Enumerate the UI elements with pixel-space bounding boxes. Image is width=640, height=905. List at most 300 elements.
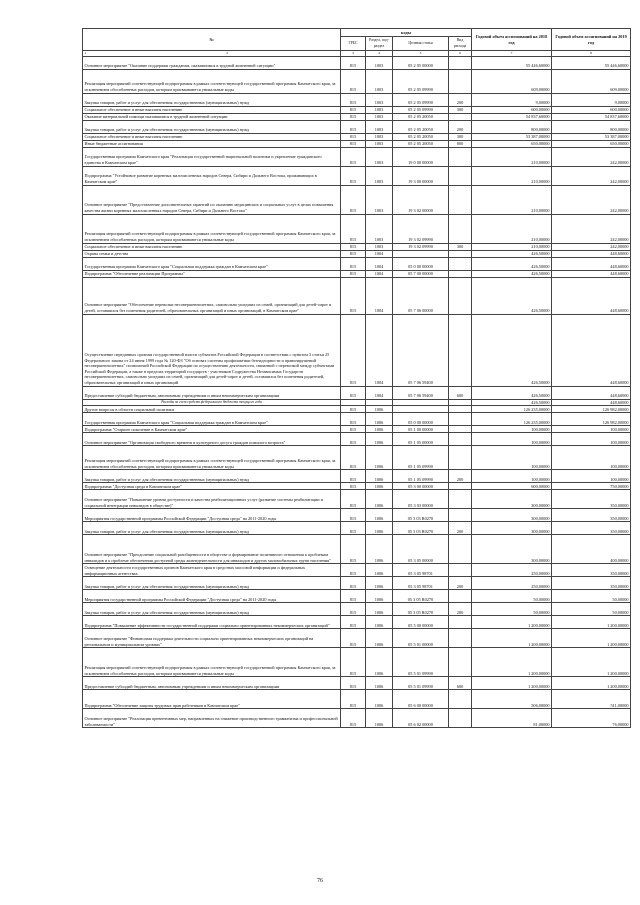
- table-row: [83, 314, 631, 386]
- table-row: [83, 243, 631, 250]
- table-row: [83, 426, 631, 433]
- row-csr: 05 7 06 59400: [393, 386, 449, 399]
- row-amount-2018: 300,00000: [472, 490, 552, 509]
- row-vr: [449, 709, 472, 728]
- row-vr: 800: [449, 140, 472, 147]
- row-razdel: 1006: [366, 590, 393, 603]
- row-grbs: 815: [341, 314, 366, 386]
- table-row: [83, 446, 631, 470]
- row-amount-2019: 448,60000: [552, 270, 631, 277]
- row-amount-2019: 448,60000: [552, 257, 631, 270]
- row-razdel: 1006: [366, 577, 393, 590]
- row-name: Основное мероприятие "Обеспечение перевозки несовершеннолетних, самовольно ушедших из семей, организаций для детей-сирот и детей, оставшихся без попечения родителей, образовательных организаций и иных организаций, в Камчатском крае": [83, 277, 341, 314]
- row-vr: [449, 535, 472, 564]
- row-razdel: 1003: [366, 166, 393, 185]
- row-grbs: 815: [341, 113, 366, 120]
- header-number: №: [83, 29, 341, 51]
- row-csr: 05 2 05 20050: [393, 113, 449, 120]
- row-amount-2019: 242,00000: [552, 243, 631, 250]
- row-grbs: 815: [341, 106, 366, 113]
- row-amount-2018: 426,50000: [472, 386, 552, 399]
- row-grbs: 815: [341, 386, 366, 399]
- row-csr: 19 0 00 00000: [393, 147, 449, 166]
- table-row: [83, 257, 631, 270]
- row-grbs: 815: [341, 470, 366, 483]
- row-name: Подпрограмма "Обеспечение реализации Программы": [83, 270, 341, 277]
- table-row: [83, 56, 631, 69]
- row-vr: [449, 113, 472, 120]
- table-row: [83, 113, 631, 120]
- row-razdel: 1006: [366, 522, 393, 535]
- row-grbs: 815: [341, 214, 366, 243]
- row-amount-2018: 210,00000: [472, 185, 552, 214]
- row-name: Расходы за счет средств федерального бюджета текущего года: [83, 399, 341, 406]
- row-razdel: 1004: [366, 270, 393, 277]
- page-number: 76: [317, 878, 323, 884]
- row-razdel: 1003: [366, 69, 393, 93]
- row-grbs: 815: [341, 590, 366, 603]
- row-name: Основное мероприятие "Преодоление социальной разобщенности в обществе и формирование позитивного отношения к проблемам инвалидов и к проблеме обеспечения доступной среды жизнедеятельности для инвалидов и других маломобильных групп населения": [83, 535, 341, 564]
- row-csr: 05 6 00 00000: [393, 690, 449, 709]
- header-csr: Целевая статья: [393, 37, 449, 51]
- row-amount-2018: 9,00000: [472, 93, 552, 106]
- row-name: Государственная программа Камчатского края "Социальная поддержка граждан в Камчатском крае": [83, 413, 341, 426]
- row-grbs: 815: [341, 483, 366, 490]
- row-name: Другие вопросы в области социальной политики: [83, 406, 341, 413]
- table-row: [83, 406, 631, 413]
- index-cell: 3: [341, 51, 366, 57]
- budget-table: [82, 28, 631, 728]
- row-csr: [393, 399, 449, 406]
- row-vr: [449, 490, 472, 509]
- row-vr: 600: [449, 677, 472, 690]
- row-vr: [449, 413, 472, 426]
- row-amount-2018: 126 235,00000: [472, 406, 552, 413]
- row-csr: 05 5 01 09990: [393, 677, 449, 690]
- row-amount-2019: 350,00000: [552, 564, 631, 577]
- table-row: [83, 413, 631, 426]
- row-amount-2019: 448,60000: [552, 399, 631, 406]
- row-name: Мероприятия государственной программы Российской Федерации "Доступная среда" на 2011-2020 годы: [83, 590, 341, 603]
- row-csr: 05 2 05 20050: [393, 140, 449, 147]
- row-grbs: 815: [341, 270, 366, 277]
- row-amount-2018: 426,50000: [472, 314, 552, 386]
- row-grbs: 815: [341, 677, 366, 690]
- row-vr: [449, 426, 472, 433]
- row-amount-2019: 750,00000: [552, 483, 631, 490]
- row-amount-2018: 600,00000: [472, 106, 552, 113]
- row-amount-2019: 242,00000: [552, 214, 631, 243]
- row-csr: 05 3 00 00000: [393, 483, 449, 490]
- row-name: Социальное обеспечение и иные выплаты населению: [83, 133, 341, 140]
- row-amount-2019: 242,00000: [552, 185, 631, 214]
- row-razdel: 1003: [366, 214, 393, 243]
- row-csr: 05 3 05 98701: [393, 564, 449, 577]
- row-vr: [449, 509, 472, 522]
- row-razdel: 1006: [366, 446, 393, 470]
- row-amount-2018: 100,00000: [472, 426, 552, 433]
- row-amount-2019: 126 982,00000: [552, 413, 631, 426]
- row-grbs: 815: [341, 166, 366, 185]
- index-cell: 5: [393, 51, 449, 57]
- row-vr: [449, 250, 472, 257]
- row-name: Основное мероприятие "Финансовая поддержка деятельности социально ориентированных некоммерческих организаций на региональном и муниципальном уровнях": [83, 629, 341, 648]
- row-amount-2018: 50,00000: [472, 590, 552, 603]
- table-row: [83, 120, 631, 133]
- index-cell-1: 1: [84, 51, 87, 55]
- row-razdel: 1006: [366, 509, 393, 522]
- row-vr: [449, 590, 472, 603]
- row-grbs: [341, 399, 366, 406]
- row-csr: 19 3 02 09990: [393, 214, 449, 243]
- row-name: Социальное обеспечение и иные выплаты населению: [83, 106, 341, 113]
- row-name: Подпрограмма "Устойчивое развитие коренных малочисленных народов Севера, Сибири и Дальнего Востока, проживающих в Камчатском крае": [83, 166, 341, 185]
- row-csr: 05 2 05 09990: [393, 106, 449, 113]
- row-vr: [449, 314, 472, 386]
- row-amount-2018: 300,00000: [472, 522, 552, 535]
- row-vr: 300: [449, 243, 472, 250]
- row-amount-2018: 426,50000: [472, 257, 552, 270]
- row-amount-2019: 54 837,60000: [552, 113, 631, 120]
- row-grbs: 815: [341, 648, 366, 677]
- table-row: [83, 166, 631, 185]
- row-grbs: 815: [341, 406, 366, 413]
- row-amount-2018: 100,00000: [472, 470, 552, 483]
- row-grbs: 815: [341, 690, 366, 709]
- index-cell: 7: [472, 51, 552, 57]
- row-amount-2019: 76,00000: [552, 709, 631, 728]
- row-amount-2018: 1 200,00000: [472, 629, 552, 648]
- table-row: [83, 590, 631, 603]
- row-grbs: 815: [341, 277, 366, 314]
- table-row: [83, 250, 631, 257]
- row-razdel: 1006: [366, 413, 393, 426]
- row-razdel: 1003: [366, 120, 393, 133]
- row-razdel: 1003: [366, 243, 393, 250]
- row-vr: [449, 270, 472, 277]
- row-csr: 05 1 05 09990: [393, 446, 449, 470]
- row-amount-2019: 448,60000: [552, 314, 631, 386]
- table-row: [83, 564, 631, 577]
- row-csr: 05 7 00 00000: [393, 270, 449, 277]
- row-name: Освещение деятельности государственных органов Камчатского края в средствах массовой информации и федеральных информационных агентствах: [83, 564, 341, 577]
- row-grbs: 815: [341, 603, 366, 616]
- row-razdel: 1003: [366, 133, 393, 140]
- row-amount-2018: 300,00000: [472, 535, 552, 564]
- row-csr: 05 2 05 00000: [393, 56, 449, 69]
- row-vr: [449, 257, 472, 270]
- row-amount-2019: 1 200,00000: [552, 677, 631, 690]
- table-row: [83, 483, 631, 490]
- header-vr: Вид расхода: [449, 37, 472, 51]
- table-row: [83, 522, 631, 535]
- row-name: Подпрограмма "Старшее поколение в Камчатском крае": [83, 426, 341, 433]
- row-amount-2018: 426,50000: [472, 270, 552, 277]
- row-amount-2018: 1 200,00000: [472, 677, 552, 690]
- row-vr: 200: [449, 93, 472, 106]
- row-razdel: 1006: [366, 490, 393, 509]
- row-csr: 05 3 03 R0270: [393, 509, 449, 522]
- row-razdel: 1006: [366, 629, 393, 648]
- row-csr: 05 5 01 00000: [393, 629, 449, 648]
- row-csr: 05 1 05 09990: [393, 470, 449, 483]
- table-body: [83, 56, 631, 728]
- row-name: Предоставление субсидий бюджетным, автономным учреждениям и иным некоммерческим организациям: [83, 386, 341, 399]
- row-name: Закупка товаров, работ и услуг для обеспечения государственных (муниципальных) нужд: [83, 93, 341, 106]
- row-amount-2019: 350,00000: [552, 577, 631, 590]
- row-razdel: 1004: [366, 257, 393, 270]
- row-csr: 05 5 01 09990: [393, 648, 449, 677]
- header-year-2018: Годовой объем ассигнований на 2018 год: [472, 29, 552, 51]
- row-name: Закупка товаров, работ и услуг для обеспечения государственных (муниципальных) нужд: [83, 120, 341, 133]
- row-razdel: 1006: [366, 470, 393, 483]
- row-amount-2018: 250,00000: [472, 564, 552, 577]
- row-csr: 05 0 00 00000: [393, 257, 449, 270]
- row-grbs: 815: [341, 243, 366, 250]
- row-vr: [449, 214, 472, 243]
- row-csr: 05 7 06 00000: [393, 277, 449, 314]
- row-vr: 300: [449, 133, 472, 140]
- row-amount-2019: 448,60000: [552, 250, 631, 257]
- row-grbs: 815: [341, 616, 366, 629]
- row-csr: 19 3 00 00000: [393, 166, 449, 185]
- row-csr: 05 2 05 20050: [393, 133, 449, 140]
- row-amount-2018: 1 200,00000: [472, 648, 552, 677]
- row-name: Подпрограмма "Повышение эффективности государственной поддержки социально ориентированных некоммерческих организаций": [83, 616, 341, 629]
- row-razdel: 1006: [366, 433, 393, 446]
- row-razdel: 1003: [366, 147, 393, 166]
- table-row: [83, 133, 631, 140]
- header-row-top: [83, 29, 631, 37]
- row-amount-2018: 609,00000: [472, 69, 552, 93]
- header-razdel: Раздел, под-раздел: [366, 37, 393, 51]
- row-razdel: 1006: [366, 535, 393, 564]
- row-name: Основное мероприятие "Предоставление дополнительных гарантий по оказанию медицинских и социальных услуг в целях повышения качества жизни коренных малочисленных народов Севера, Сибири и Дальнего Востока": [83, 185, 341, 214]
- table-row: [83, 709, 631, 728]
- row-csr: 05 2 05 09990: [393, 93, 449, 106]
- row-razdel: 1003: [366, 56, 393, 69]
- row-amount-2019: 609,00000: [552, 69, 631, 93]
- row-grbs: 815: [341, 629, 366, 648]
- row-razdel: 1003: [366, 113, 393, 120]
- table-row: [83, 470, 631, 483]
- row-csr: [393, 250, 449, 257]
- table-row: [83, 185, 631, 214]
- table-row: [83, 509, 631, 522]
- row-amount-2019: 100,00000: [552, 433, 631, 446]
- row-amount-2018: 600,00000: [472, 483, 552, 490]
- row-amount-2019: 1 200,00000: [552, 616, 631, 629]
- row-amount-2019: 126 982,00000: [552, 406, 631, 413]
- row-amount-2019: 55 446,60000: [552, 56, 631, 69]
- row-grbs: 815: [341, 147, 366, 166]
- table-row: [83, 648, 631, 677]
- index-cell: 4: [366, 51, 393, 57]
- row-vr: [449, 629, 472, 648]
- row-grbs: 815: [341, 56, 366, 69]
- row-vr: [449, 690, 472, 709]
- row-amount-2018: 650,00000: [472, 140, 552, 147]
- row-name: Охрана семьи и детства: [83, 250, 341, 257]
- row-grbs: 815: [341, 250, 366, 257]
- row-vr: 200: [449, 522, 472, 535]
- table-row: [83, 140, 631, 147]
- row-amount-2018: 250,00000: [472, 577, 552, 590]
- row-amount-2018: 210,00000: [472, 243, 552, 250]
- row-razdel: 1006: [366, 677, 393, 690]
- row-vr: [449, 166, 472, 185]
- row-amount-2018: 100,00000: [472, 446, 552, 470]
- row-name: Подпрограмма "Обеспечение защиты трудовых прав работников в Камчатском крае": [83, 690, 341, 709]
- row-vr: 200: [449, 470, 472, 483]
- table-row: [83, 147, 631, 166]
- row-csr: 19 3 02 00000: [393, 185, 449, 214]
- row-csr: 05 3 05 R0270: [393, 603, 449, 616]
- row-vr: 200: [449, 603, 472, 616]
- row-amount-2018: 210,00000: [472, 214, 552, 243]
- row-amount-2019: 100,00000: [552, 446, 631, 470]
- row-name: Подпрограмма "Доступная среда в Камчатском крае": [83, 483, 341, 490]
- row-amount-2018: 81,00000: [472, 709, 552, 728]
- row-vr: [449, 56, 472, 69]
- row-name: Государственная программа Камчатского края "Реализация государственной национальной политики и укрепление гражданского единства в Камчатском крае": [83, 147, 341, 166]
- row-vr: 200: [449, 577, 472, 590]
- row-vr: [449, 446, 472, 470]
- row-amount-2018: 50,00000: [472, 603, 552, 616]
- row-vr: [449, 616, 472, 629]
- table-row: [83, 106, 631, 113]
- row-grbs: 815: [341, 133, 366, 140]
- row-csr: 19 3 02 09990: [393, 243, 449, 250]
- header-grbs: ГРБС: [341, 37, 366, 51]
- row-csr: 05 1 00 00000: [393, 426, 449, 433]
- row-grbs: 815: [341, 413, 366, 426]
- row-amount-2019: 511,00000: [552, 690, 631, 709]
- row-csr: 05 2 05 09990: [393, 69, 449, 93]
- row-name: Основное мероприятие "Реализация превентивных мер, направленных на снижение производственного травматизма и профессиональной заболеваемости": [83, 709, 341, 728]
- row-amount-2019: 400,00000: [552, 535, 631, 564]
- row-grbs: 815: [341, 93, 366, 106]
- table-row: [83, 603, 631, 616]
- table-row: [83, 270, 631, 277]
- row-csr: [393, 406, 449, 413]
- row-csr: 05 7 06 59400: [393, 314, 449, 386]
- row-razdel: 1006: [366, 690, 393, 709]
- row-amount-2018: 100,00000: [472, 433, 552, 446]
- table-row: [83, 277, 631, 314]
- row-grbs: 815: [341, 564, 366, 577]
- header-year-2019: Годовой объем ассигнований на 2019 год: [552, 29, 631, 51]
- row-razdel: [366, 399, 393, 406]
- row-vr: [449, 483, 472, 490]
- row-razdel: 1003: [366, 185, 393, 214]
- row-razdel: 1003: [366, 93, 393, 106]
- row-name: Реализация мероприятий соответствующей подпрограммы в рамках соответствующей государственной программы Камчатского края, за исключением обособленных расходов, которым присваиваются уникальные коды: [83, 69, 341, 93]
- header-codes: коды: [341, 29, 472, 37]
- row-grbs: 815: [341, 535, 366, 564]
- row-csr: 05 5 00 00000: [393, 616, 449, 629]
- row-grbs: 815: [341, 257, 366, 270]
- row-amount-2018: 426,50000: [472, 399, 552, 406]
- table-row: [83, 386, 631, 399]
- row-razdel: 1003: [366, 140, 393, 147]
- row-vr: [449, 185, 472, 214]
- row-vr: 600: [449, 386, 472, 399]
- row-name: Осуществление переданных органам государственной власти субъектов Российской Федерации в соответствии с пунктом 3 статьи 25 Федерального закона от 24 июня 1999 года № 120-ФЗ "Об основах системы профилактики безнадзорности и правонарушений несовершеннолетних" полномочий Российской Федерации по осуществлению деятельности, связанной с перевозкой между субъектами Российской Федерации, а также в пределах территорий государств - участников Содружества Независимых Государств несовершеннолетних, самовольно ушедших из семей, организаций для детей-сирот и детей, оставшихся без попечения родителей, образовательных организаций и иных организаций: [83, 314, 341, 386]
- row-razdel: 1006: [366, 406, 393, 413]
- row-vr: [449, 399, 472, 406]
- table-row: [83, 616, 631, 629]
- table-row: [83, 677, 631, 690]
- row-csr: 05 0 00 00000: [393, 413, 449, 426]
- row-amount-2019: 800,00000: [552, 120, 631, 133]
- row-amount-2019: 650,00000: [552, 140, 631, 147]
- row-grbs: 815: [341, 709, 366, 728]
- index-cell: 6: [449, 51, 472, 57]
- row-csr: 05 3 03 00000: [393, 490, 449, 509]
- row-csr: 05 3 05 R0270: [393, 590, 449, 603]
- table-row: [83, 214, 631, 243]
- row-csr: 05 3 05 00000: [393, 535, 449, 564]
- row-amount-2019: 242,00000: [552, 147, 631, 166]
- row-vr: [449, 648, 472, 677]
- row-vr: [449, 433, 472, 446]
- row-amount-2018: 300,00000: [472, 509, 552, 522]
- row-grbs: 815: [341, 185, 366, 214]
- row-amount-2018: 800,00000: [472, 120, 552, 133]
- row-vr: [449, 147, 472, 166]
- row-amount-2019: 350,00000: [552, 522, 631, 535]
- row-amount-2019: 100,00000: [552, 426, 631, 433]
- row-name: Закупка товаров, работ и услуг для обеспечения государственных (муниципальных) нужд: [83, 522, 341, 535]
- row-grbs: 815: [341, 120, 366, 133]
- row-vr: [449, 277, 472, 314]
- row-amount-2019: 350,00000: [552, 509, 631, 522]
- row-razdel: 1004: [366, 386, 393, 399]
- table-row: [83, 399, 631, 406]
- index-cell: 8: [552, 51, 631, 57]
- row-razdel: 1006: [366, 426, 393, 433]
- row-name: Основное мероприятие "Повышение уровня доступности и качества реабилитационных услуг (развитие системы реабилитации и социальной интеграции инвалидов в обществе)": [83, 490, 341, 509]
- table-row: [83, 577, 631, 590]
- row-name: Государственная программа Камчатского края "Социальная поддержка граждан в Камчатском крае": [83, 257, 341, 270]
- table-row: [83, 535, 631, 564]
- row-csr: 05 3 05 98701: [393, 577, 449, 590]
- row-name: Основное мероприятие "Оказание поддержки гражданам, оказавшимся в трудной жизненной ситуации": [83, 56, 341, 69]
- row-csr: 05 2 05 20050: [393, 120, 449, 133]
- row-razdel: 1006: [366, 483, 393, 490]
- row-vr: [449, 564, 472, 577]
- row-grbs: 815: [341, 426, 366, 433]
- row-amount-2019: 50,00000: [552, 603, 631, 616]
- row-razdel: 1006: [366, 616, 393, 629]
- row-amount-2018: 506,00000: [472, 690, 552, 709]
- row-csr: 05 3 03 R0270: [393, 522, 449, 535]
- row-name: Реализация мероприятий соответствующей подпрограммы в рамках соответствующей государственной программы Камчатского края, за исключением обособленных расходов, которым присваиваются уникальные коды: [83, 214, 341, 243]
- row-amount-2018: 55 446,60000: [472, 56, 552, 69]
- row-name: Закупка товаров, работ и услуг для обеспечения государственных (муниципальных) нужд: [83, 577, 341, 590]
- row-grbs: 815: [341, 522, 366, 535]
- row-amount-2018: 426,50000: [472, 250, 552, 257]
- index-cell-2: 2: [226, 51, 228, 55]
- row-amount-2019: 1 200,00000: [552, 648, 631, 677]
- row-amount-2019: 600,00000: [552, 106, 631, 113]
- row-amount-2019: 448,60000: [552, 386, 631, 399]
- row-grbs: 815: [341, 69, 366, 93]
- row-vr: [449, 406, 472, 413]
- table-row: [83, 490, 631, 509]
- row-name: Оказание материальной помощи оказавшимся в трудной жизненной ситуации: [83, 113, 341, 120]
